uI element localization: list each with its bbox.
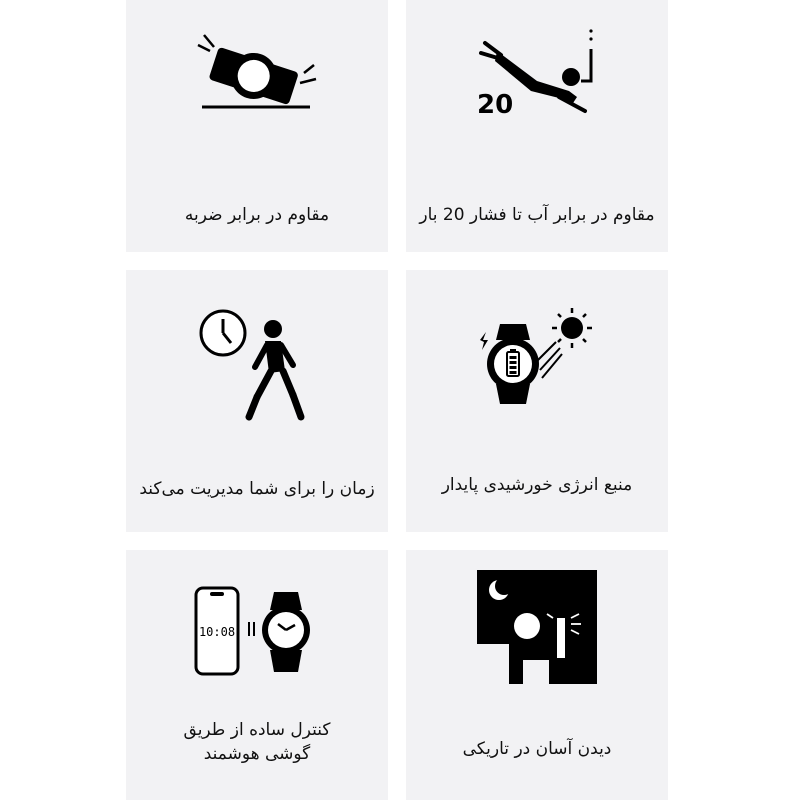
feature-caption: دیدن آسان در تاریکی — [462, 739, 612, 759]
feature-caption: مقاوم در برابر ضربه — [184, 205, 330, 225]
feature-caption: مقاوم در برابر آب تا فشار 20 بار — [419, 205, 655, 225]
shock-resistant-watch-icon — [126, 0, 388, 150]
depth-20-label: 20 — [477, 90, 514, 120]
phone-time-label: 10:08 — [198, 625, 236, 639]
night-light-watch-icon — [406, 550, 668, 710]
feature-caption-line2: گوشی هوشمند — [203, 744, 311, 764]
feature-card-time — [126, 270, 388, 532]
feature-caption-line1: کنترل ساده از طریق — [183, 720, 331, 740]
diver-20-bar-icon — [406, 0, 668, 150]
phone-watch-link-icon — [126, 550, 388, 710]
feature-caption: زمان را برای شما مدیریت می‌کند — [139, 479, 375, 499]
solar-powered-watch-icon — [406, 270, 668, 450]
feature-caption — [126, 718, 388, 766]
feature-card-smartphone — [126, 550, 388, 800]
feature-card-shock — [126, 0, 388, 252]
feature-card-solar — [406, 270, 668, 532]
feature-card-dark — [406, 550, 668, 800]
walking-person-clock-icon — [126, 270, 388, 460]
feature-caption: منبع انرژی خورشیدی پایدار — [441, 475, 633, 495]
feature-card-water — [406, 0, 668, 252]
